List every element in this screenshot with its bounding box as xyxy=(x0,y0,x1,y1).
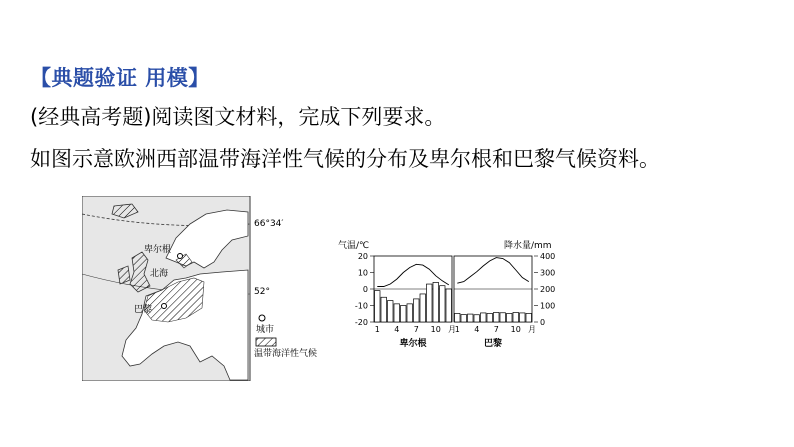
precip-bar xyxy=(407,304,413,322)
climate-panel-2 xyxy=(454,256,536,349)
precip-bar xyxy=(394,304,400,322)
legend-climate-swatch xyxy=(256,338,276,346)
temp-tick-label: 0 xyxy=(362,285,368,294)
precip-bar xyxy=(520,313,526,322)
section-heading: 【典题验证 用模】 xyxy=(30,66,210,90)
north-sea-label: 北海 xyxy=(150,269,169,279)
precip-tick-label: 300 xyxy=(540,268,556,278)
precip-tick-label: 400 xyxy=(540,252,556,261)
precip-bar xyxy=(433,282,439,322)
parallel-52-label: 52° xyxy=(254,287,270,297)
precip-bar xyxy=(507,313,513,322)
temp-tick-label: -10 xyxy=(354,301,368,311)
precip-tick-label: 100 xyxy=(540,301,556,311)
precip-bar xyxy=(455,313,461,322)
precip-bar xyxy=(375,291,381,322)
month-tick-label: 4 xyxy=(474,325,480,334)
month-tick-label: 4 xyxy=(394,325,400,334)
month-tick-label: 7 xyxy=(493,325,499,334)
legend-city-label: 城市 xyxy=(256,325,275,335)
paris-label: 巴黎 xyxy=(134,305,153,315)
precip-axis-label: 降水量/mm xyxy=(504,241,552,251)
month-unit-label: 月 xyxy=(528,325,536,334)
station-label: 卑尔根 xyxy=(399,339,427,349)
month-tick-label: 7 xyxy=(413,325,419,334)
europe-map xyxy=(82,196,327,381)
paris-city-marker xyxy=(162,304,167,309)
precip-bar xyxy=(500,313,506,322)
precip-bar xyxy=(513,312,519,322)
precip-bar xyxy=(427,284,433,322)
question-line-2: 如图示意欧洲西部温带海洋性气候的分布及卑尔根和巴黎气候资料。 xyxy=(30,147,660,171)
month-tick-label: 10 xyxy=(430,325,441,334)
temp-tick-label: -20 xyxy=(354,318,368,327)
precip-bar xyxy=(481,313,487,322)
bergen-city-marker xyxy=(178,254,183,259)
station-label: 巴黎 xyxy=(483,339,503,349)
precip-bar xyxy=(420,294,426,322)
legend-city-icon xyxy=(259,315,265,321)
precip-tick-label: 0 xyxy=(540,318,546,327)
precip-bar xyxy=(474,315,480,322)
month-unit-label: 月 xyxy=(448,325,456,334)
month-tick-label: 1 xyxy=(374,325,380,334)
precip-bar xyxy=(388,301,394,322)
month-tick-label: 10 xyxy=(510,325,521,334)
precip-bar xyxy=(414,299,420,322)
precip-bar xyxy=(468,314,474,322)
precip-bar xyxy=(494,312,500,322)
precip-bar xyxy=(446,289,452,322)
precip-bar xyxy=(381,297,387,322)
precip-bar xyxy=(461,315,467,322)
precip-bar xyxy=(440,286,446,322)
temp-axis-label: 气温/℃ xyxy=(338,241,370,251)
arctic-circle-label: 66°34′ xyxy=(254,219,284,229)
precip-bar xyxy=(526,313,532,322)
temp-tick-label: 20 xyxy=(357,252,368,261)
precip-tick-label: 200 xyxy=(540,285,556,294)
precip-bar xyxy=(401,306,407,323)
month-tick-label: 1 xyxy=(454,325,460,334)
climate-charts xyxy=(338,238,563,353)
legend-climate-label: 温带海洋性气候 xyxy=(254,349,318,359)
bergen-label: 卑尔根 xyxy=(144,245,172,255)
temp-tick-label: 10 xyxy=(357,268,368,278)
question-line-1: (经典高考题)阅读图文材料，完成下列要求。 xyxy=(30,105,446,129)
climate-panel-1 xyxy=(374,256,456,349)
precip-bar xyxy=(487,313,493,322)
